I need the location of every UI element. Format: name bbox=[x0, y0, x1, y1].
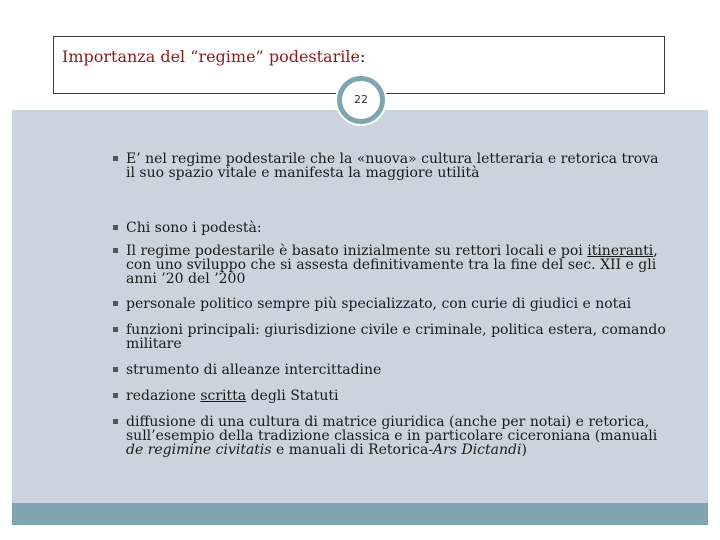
list-item: E’ nel regime podestarile che la «nuova» cultura letteraria e retorica trova il suo spazio vitale e manifesta la maggiore utilità bbox=[110, 152, 670, 180]
bullet-icon bbox=[113, 225, 118, 230]
bullet-icon bbox=[113, 367, 118, 372]
bullet-list bbox=[110, 152, 670, 457]
bullet-icon bbox=[113, 248, 118, 253]
slide-title: Importanza del “regime” podestarile: bbox=[62, 47, 366, 66]
bullet-icon bbox=[113, 419, 118, 424]
list-item: funzioni principali: giurisdizione civile e criminale, politica estera, comando militare bbox=[110, 323, 670, 351]
bullet-icon bbox=[113, 156, 118, 161]
footer-bar bbox=[12, 503, 708, 525]
list-item: Il regime podestarile è basato inizialmente su rettori locali e poi itineranti, con uno sviluppo che si assesta definitivamente tra la fine del sec. XII e gli anni ’20 del ’200 bbox=[110, 244, 670, 286]
bullet-icon bbox=[113, 301, 118, 306]
list-item: redazione scritta degli Statuti bbox=[110, 389, 670, 403]
bullet-icon bbox=[113, 393, 118, 398]
list-item: diffusione di una cultura di matrice giuridica (anche per notai) e retorica, sull’esempio della tradizione classica e in particolare ciceroniana (manuali de regimine civitatis e manuali di Retorica-Ars Dictandi) bbox=[110, 415, 670, 457]
list-item: personale politico sempre più specializzato, con curie di giudici e notai bbox=[110, 297, 670, 311]
slide-number: 22 bbox=[354, 93, 368, 106]
bullet-icon bbox=[113, 327, 118, 332]
slide-number-badge bbox=[337, 76, 385, 124]
list-item: Chi sono i podestà: bbox=[110, 221, 670, 235]
list-item: strumento di alleanze intercittadine bbox=[110, 363, 670, 377]
